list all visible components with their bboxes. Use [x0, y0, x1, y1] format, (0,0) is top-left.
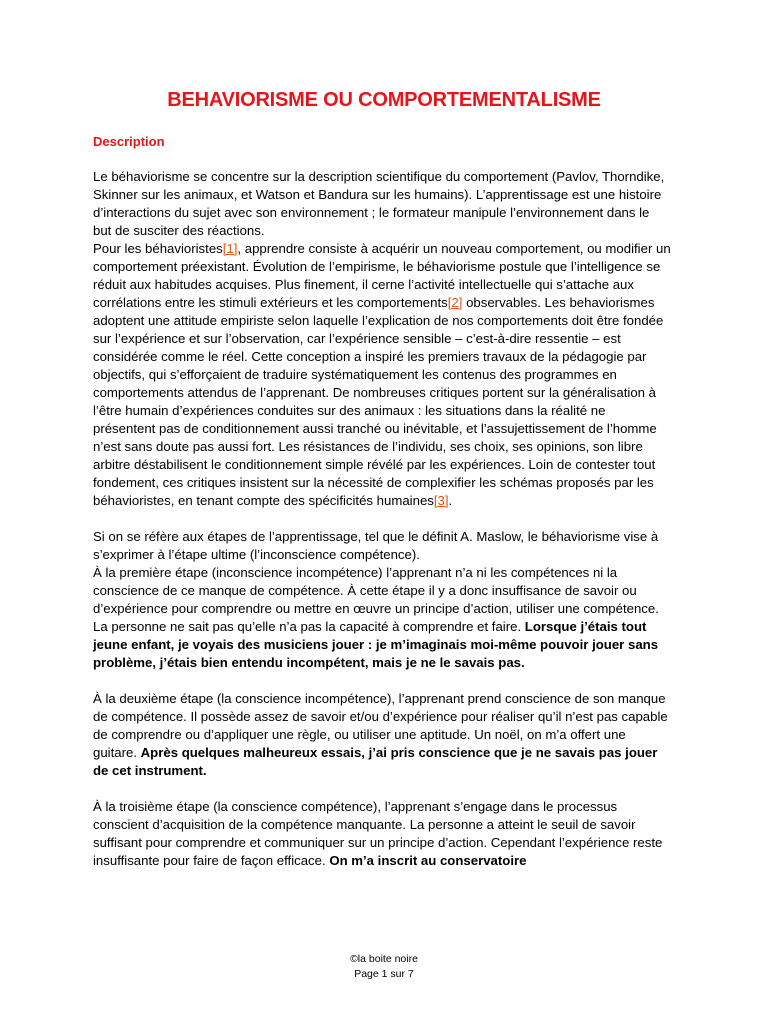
document-body — [93, 168, 671, 870]
footnote-link-3[interactable]: [3] — [433, 493, 449, 508]
paragraph-behaviorists — [93, 240, 671, 510]
paragraph-text: observables. Les behaviorismes adoptent une attitude empiriste selon laquelle l’explication de nos comportements doit être fondée sur l’expérience et sur l’observation, car l’expérience sensible – c’est-à-dire ressentie – est considérée comme le réel. Cette conception a inspiré les premiers travaux de la pédagogie par objectifs, qui s’efforçaient de traduire systématiquement les contenus des programmes en comportements attendus de l’apprenant. De nombreuses critiques portent sur la généralisation à l’être humain d’expériences conduites sur des animaux : les situations dans la réalité ne présentent pas de conditionnement aussi tranché ou inévitable, et l’assujettissement de l’homme n’est sans doute pas aussi fort. Les résistances de l’individu, ses choix, ses opinions, son libre arbitre déstabilisent le conditionnement simple révélé par les expériences. Loin de contester tout fondement, ces critiques insistent sur la nécessité de complexifier les schémas proposés par les béhavioristes, en tenant compte des spécificités humaines — [93, 295, 664, 508]
example-text: On m’a inscrit au conservatoire — [329, 853, 527, 868]
paragraph-intro: Le béhaviorisme se concentre sur la description scientifique du comportement (Pavlov, Thorndike, Skinner sur les animaux, et Watson et Bandura sur les humains). L’apprentissage est une histoire d’interactions du sujet avec son environnement ; le formateur manipule l’environnement dans le but de susciter des réactions. — [93, 169, 665, 238]
paragraph-spacer — [93, 510, 671, 528]
footer-page-number: Page 1 sur 7 — [354, 968, 414, 980]
document-title: BEHAVIORISME OU COMPORTEMENTALISME — [167, 89, 601, 111]
paragraph-stage-2 — [93, 690, 671, 780]
paragraph-spacer — [93, 780, 671, 798]
footer-copyright: ©la boite noire — [350, 953, 418, 965]
footnote-link-2[interactable]: [2] — [447, 295, 463, 310]
example-text: Après quelques malheureux essais, j’ai pris conscience que je ne savais pas jouer de cet instrument. — [93, 745, 658, 778]
footnote-link-1[interactable]: [1] — [222, 241, 238, 256]
paragraph-maslow: Si on se réfère aux étapes de l’apprentissage, tel que le définit A. Maslow, le béhaviorisme vise à s’exprimer à l’étape ultime (l’inconscience compétence). — [93, 529, 659, 562]
page-footer — [0, 952, 768, 982]
paragraph-text: Pour les béhavioristes — [93, 241, 223, 256]
paragraph-text: À la troisième étape (la conscience compétence), l’apprenant s’engage dans le processus conscient d’acquisition de la compétence manquante. La personne a atteint le seuil de savoir suffisant pour comprendre et communiquer sur un principe d’action. Cependant l’expérience reste insuffisante pour faire de façon efficace. — [93, 799, 663, 868]
paragraph-stage-1 — [93, 564, 671, 672]
section-heading-description: Description — [93, 134, 165, 149]
example-text: Lorsque j’étais tout jeune enfant, je voyais des musiciens jouer : je m’imaginais moi-même pouvoir jouer sans problème, j’étais bien entendu incompétent, mais je ne le savais pas. — [93, 619, 659, 670]
paragraph-text: À la deuxième étape (la conscience incompétence), l’apprenant prend conscience de son manque de compétence. Il possède assez de savoir et/ou d’expérience pour réaliser qu’il n’est pas capable de comprendre ou d’appliquer une règle, ou utiliser une aptitude. Un noël, on m’a offert une guitare. — [93, 691, 668, 760]
paragraph-stage-3 — [93, 798, 671, 870]
paragraph-text: À la première étape (inconscience incompétence) l’apprenant n’a ni les compétences ni la conscience de ce manque de compétence. À cette étape il y a donc insuffisance de savoir ou d’expérience pour comprendre ou mettre en œuvre un principe d’action, utiliser une compétence. La personne ne sait pas qu’elle n’a pas la capacité à comprendre et faire. — [93, 565, 659, 634]
paragraph-text: , apprendre consiste à acquérir un nouveau comportement, ou modifier un comportement préexistant. Évolution de l’empirisme, le béhaviorisme postule que l’intelligence se réduit aux habitudes acquises. Plus finement, il cerne l’activité intellectuelle qui s’attache aux corrélations entre les stimuli extérieurs et les comportements — [93, 241, 671, 310]
paragraph-text: . — [448, 493, 453, 508]
paragraph-spacer — [93, 672, 671, 690]
